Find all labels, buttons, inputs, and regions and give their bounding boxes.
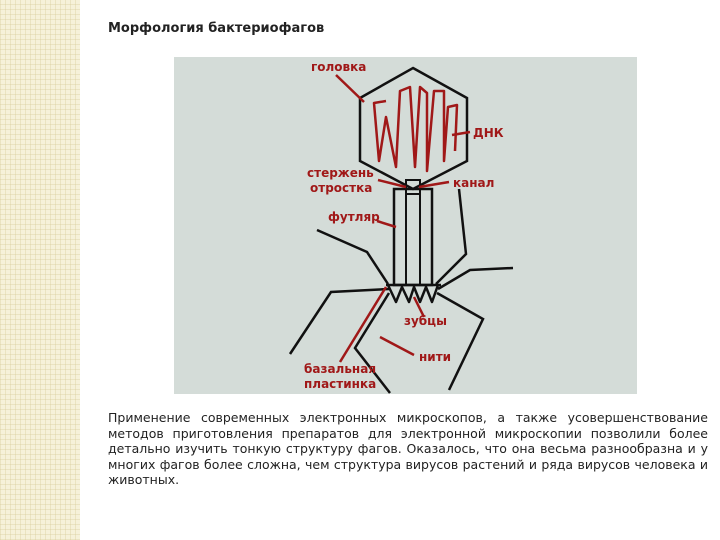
label-rod-line2: отростка (310, 181, 373, 195)
label-dna: ДНК (473, 126, 504, 140)
label-sheath: футляр (328, 210, 380, 224)
label-baseplate-line2: пластинка (304, 377, 377, 391)
label-baseplate-line1: базальная (304, 362, 377, 376)
label-teeth: зубцы (404, 314, 447, 328)
decorative-side-stripe (0, 0, 80, 540)
caption-paragraph: Применение современных электронных микроскопов, а также усовершенствование методов приготовления препаратов для электронной микроскопии позволили более детально изучить тонкую структуру фагов. Оказалось, что она весьма разнообразна и у многих фагов более сложна, чем структура вирусов растений и ряда вирусов человека и животных. (108, 410, 708, 487)
label-fibers: нити (419, 350, 452, 364)
label-head: головка (311, 60, 367, 74)
label-rod-line1: стержень (307, 166, 374, 180)
label-channel: канал (453, 176, 495, 190)
bacteriophage-diagram (174, 57, 637, 394)
page-title: Морфология бактериофагов (108, 21, 325, 36)
